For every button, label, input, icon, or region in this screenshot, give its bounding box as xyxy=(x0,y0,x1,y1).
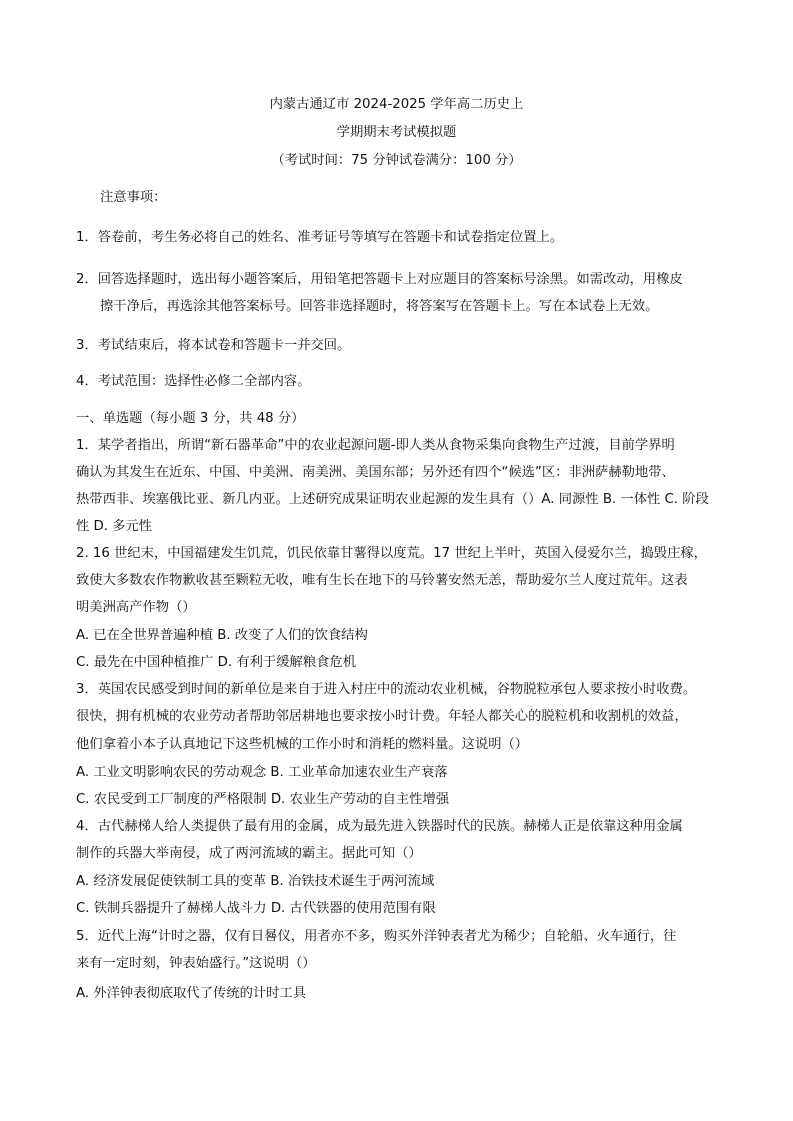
question-2-line-1: 2. 16 世纪末，中国福建发生饥荒，饥民依靠甘薯得以度荒。17 世纪上半叶，英国入侵爱尔兰，捣毁庄稼， xyxy=(76,546,707,561)
notice-item-4: 4．考试范围：选择性必修二全部内容。 xyxy=(76,374,311,389)
question-3-line-2: 很快，拥有机械的农业劳动者帮助邻居耕地也要求按小时计费。年轻人都关心的脱粒机和收割机的效益， xyxy=(76,709,688,724)
question-4-options-ab: A. 经济发展促使铁制工具的变革 B. 冶铁技术诞生于两河流域 xyxy=(76,874,435,889)
section-heading: 一、单选题（每小题 3 分，共 48 分） xyxy=(76,411,305,426)
notice-heading: 注意事项： xyxy=(100,190,167,205)
question-2-line-3: 明美洲高产作物（） xyxy=(76,600,196,615)
question-4-options-cd: C. 铁制兵器提升了赫梯人战斗力 D. 古代铁器的使用范围有限 xyxy=(76,901,436,916)
question-5-option-a: A. 外洋钟表彻底取代了传统的计时工具 xyxy=(76,986,307,1001)
question-4-line-2: 制作的兵器大举南侵，成了两河流域的霸主。据此可知（） xyxy=(76,846,422,861)
question-2-options-cd: C. 最先在中国种植推广 D. 有利于缓解粮食危机 xyxy=(76,655,356,670)
title-line-2: 学期期末考试模拟题 xyxy=(336,125,457,140)
question-2-options-ab: A. 已在全世界普遍种植 B. 改变了人们的饮食结构 xyxy=(76,628,368,643)
notice-item-3: 3．考试结束后，将本试卷和答题卡一并交回。 xyxy=(76,338,351,353)
title-line-1: 内蒙古通辽市 2024-2025 学年高二历史上 xyxy=(269,97,524,112)
question-5-line-2: 来有一定时刻，钟表始盛行。”这说明（） xyxy=(76,956,316,971)
question-5-line-1: 5．近代上海“计时之器，仅有日晷仪，用者亦不多，购买外洋钟表者尤为稀少；自轮船、火车通行，往 xyxy=(76,929,677,944)
notice-item-1: 1．答卷前，考生务必将自己的姓名、准考证号等填写在答题卡和试卷指定位置上。 xyxy=(76,230,564,245)
question-1-line-4: 性 D. 多元性 xyxy=(76,519,153,534)
question-3-options-ab: A. 工业文明影响农民的劳动观念 B. 工业革命加速农业生产衰落 xyxy=(76,765,448,780)
question-1-line-3: 热带西非、埃塞俄比亚、新几内亚。上述研究成果证明农业起源的发生具有（）A. 同源性 B. 一体性 C. 阶段 xyxy=(76,492,709,507)
question-3-options-cd: C. 农民受到工厂制度的严格限制 D. 农业生产劳动的自主性增强 xyxy=(76,792,450,807)
question-2-line-2: 致使大多数农作物歉收甚至颗粒无收，唯有生长在地下的马铃薯安然无恙，帮助爱尔兰人度过荒年。这表 xyxy=(76,573,688,588)
notice-item-2-cont: 擦干净后，再选涂其他答案标号。回答非选择题时，将答案写在答题卡上。写在本试卷上无效。 xyxy=(100,299,659,314)
question-4-line-1: 4．古代赫梯人给人类提供了最有用的金属，成为最先进入铁器时代的民族。赫梯人正是依靠这种用金属 xyxy=(76,819,683,834)
question-1-line-2: 确认为其发生在近东、中国、中美洲、南美洲、美国东部；另外还有四个“候选”区：非洲萨赫勒地带、 xyxy=(76,465,675,480)
question-3-line-1: 3．英国农民感受到时间的新单位是来自于进入村庄中的流动农业机械，谷物脱粒承包人要求按小时收费。 xyxy=(76,682,697,697)
question-3-line-3: 他们拿着小本子认真地记下这些机械的工作小时和消耗的燃料量。这说明（） xyxy=(76,737,529,752)
notice-item-2: 2．回答选择题时，选出每小题答案后，用铅笔把答题卡上对应题目的答案标号涂黑。如需改动，用橡皮 xyxy=(76,272,683,287)
question-1-line-1: 1．某学者指出，所谓“新石器革命”中的农业起源问题-即人类从食物采集向食物生产过渡，目前学界明 xyxy=(76,438,675,453)
exam-info: （考试时间：75 分钟试卷满分：100 分） xyxy=(271,153,522,168)
